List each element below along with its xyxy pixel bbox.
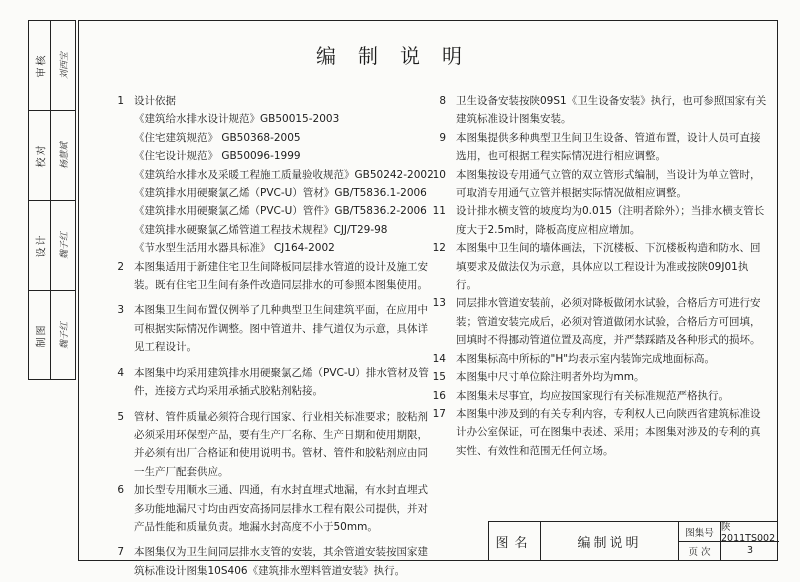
note-item [110, 543, 435, 580]
atlas-number: 陕2011TS002 [721, 522, 776, 544]
note-text: 加长型专用顺水三通、四通，有水封直埋式地漏，有水封直埋式多功能地漏尺寸均由西安高扬同层排水工程有限公司提供，并对产品性能和质量负责。地漏水封高度不小于50mm。 [134, 484, 428, 533]
note-item [110, 408, 435, 482]
note-number: 5 [117, 410, 124, 423]
note-number: 1 [117, 95, 124, 107]
signature: 刘西宝 [59, 51, 70, 80]
note-text: 卫生设备安装按陕09S1《卫生设备安装》执行，也可参照国家有关建筑标准设计图集安装。 [456, 95, 767, 126]
note-item [432, 166, 767, 203]
note-text: 管材、管件质量必须符合现行国家、行业相关标准要求；胶粘剂必须采用环保型产品，要有生产厂名称、生产日期和使用期限，并必须有出厂合格证和使用说明书。管材、管件和胶粘剂应由同一生产厂配套供应。 [134, 410, 428, 478]
note-number: 8 [439, 95, 446, 107]
approval-strip [28, 20, 76, 380]
approval-label: 制图 [36, 323, 47, 347]
signature: 魏子红 [59, 231, 70, 260]
note-text: 本图集未尽事宜，均应按国家现行有关标准规范严格执行。 [456, 389, 729, 402]
note-item [110, 92, 435, 258]
note-item [432, 387, 767, 405]
page-number-label: 页 次 [679, 541, 721, 560]
page-number-row [679, 541, 779, 560]
note-number: 2 [117, 260, 124, 273]
note-text: 本图集适用于新建住宅卫生间降板同层排水管道的设计及施工安装。既有住宅卫生间有条件改造同层排水的可参照本图集使用。 [134, 260, 428, 292]
note-text: 本图集提供多种典型卫生间卫生设备、管道布置，设计人员可直接选用，也可根据工程实际情况进行相应调整。 [456, 131, 761, 163]
note-item [432, 294, 767, 349]
approval-label: 校对 [36, 143, 47, 168]
page-number: 3 [746, 545, 754, 556]
note-text: 本图集卫生间布置仅例举了几种典型卫生间建筑平面，在应用中可根据实际情况作调整。图中管道井、排气道仅为示意，具体详见工程设计。 [134, 304, 428, 354]
note-number: 6 [117, 484, 124, 497]
note-number: 12 [432, 242, 446, 255]
note-item [432, 239, 767, 294]
note-item [110, 481, 435, 536]
note-text: 同层排水管道安装前，必须对降板做闭水试验，合格后方可进行安装；管道安装完成后，必须对管道做闭水试验，合格后方可回填，回填时不得挪动管道位置及高度，并严禁踩踏及各种形式的损坏。 [456, 297, 761, 347]
note-number: 9 [439, 131, 446, 144]
note-item [110, 301, 435, 356]
note-item [432, 129, 767, 166]
note-text: 本图集按设专用通气立管的双立管形式编制，当设计为单立管时，可取消专用通气立管并根据实际情况做相应调整。 [456, 168, 761, 200]
approval-row-drafting [29, 291, 75, 379]
note-item [110, 364, 435, 401]
note-text: 本图集标高中所标的"H"均表示室内装饰完成地面标高。 [456, 352, 716, 365]
drawing-name: 编制说明 [541, 522, 679, 560]
notes-left-column [110, 92, 435, 580]
note-item [432, 202, 767, 239]
note-text: 本图集中卫生间的墙体画法，下沉楼板、下沉楼板构造和防水、回填要求及做法仅为示意，具体应以工程设计为准或按陕09J01执行。 [456, 242, 761, 292]
note-item [110, 258, 435, 295]
note-text: 本图集中涉及到的有关专利内容，专利权人已向陕西省建筑标准设计办公室保证，可在图集中表述、采用；本图集对涉及的专利的真实性、有效性和范围无任何立场。 [456, 407, 761, 457]
note-number: 13 [432, 297, 446, 310]
note-text: 本图集中尺寸单位除注明者外均为mm。 [456, 371, 645, 384]
note-item [432, 92, 767, 129]
approval-label: 设计 [36, 233, 47, 258]
approval-row-design [29, 201, 75, 291]
note-number: 4 [117, 366, 124, 379]
note-text: 设计依据 《建筑给水排水设计规范》GB50015-2003 《住宅建筑规范》 GB50368-2005 《住宅设计规范》 GB50096-1999 《建筑给水排水及采暖工程施工质量验收规范》GB50242-2002 《建筑排水用硬聚氯乙烯（PVC-U）管材》GB/T5836.1-2006 《建筑排水用硬聚氯乙烯（PVC-U）管件》GB/T5836.2-2006 《建筑排水硬聚氯乙烯管道工程技术规程》CJJ/T29-98 《节水型生活用水器具标准》 CJ164-2002 [134, 95, 434, 255]
note-number: 7 [117, 546, 124, 559]
approval-row-check [29, 111, 75, 201]
note-text: 本图集中均采用建筑排水用硬聚氯乙烯（PVC-U）排水管材及管件，连接方式均采用承插式胶粘剂粘接。 [134, 366, 429, 398]
note-number: 11 [432, 205, 446, 218]
note-item [432, 350, 767, 368]
note-item [432, 368, 767, 386]
signature: 魏子红 [59, 321, 70, 349]
note-number: 3 [117, 304, 124, 317]
signature: 杨慧斌 [59, 141, 70, 170]
note-text: 本图集仅为卫生间同层排水支管的安装，其余管道安装按国家建筑标准设计图集10S406《建筑排水塑料管道安装》执行。 [134, 546, 428, 577]
atlas-number-row [679, 522, 779, 542]
notes-right-column [432, 92, 767, 460]
atlas-number-label: 图集号 [679, 522, 721, 541]
note-number: 14 [432, 352, 446, 365]
drawing-name-label: 图名 [489, 522, 541, 560]
note-item [432, 405, 767, 460]
note-text: 设计排水横支管的坡度均为0.015（注明者除外）；当排水横支管长度大于2.5m时，降板高度应相应增加。 [456, 205, 765, 236]
note-number: 10 [432, 168, 446, 181]
approval-label: 审核 [36, 53, 47, 78]
note-number: 17 [432, 407, 446, 420]
page-title: 编制说明 [316, 44, 484, 68]
title-block [488, 521, 778, 561]
note-number: 15 [432, 371, 446, 384]
note-number: 16 [432, 389, 446, 402]
